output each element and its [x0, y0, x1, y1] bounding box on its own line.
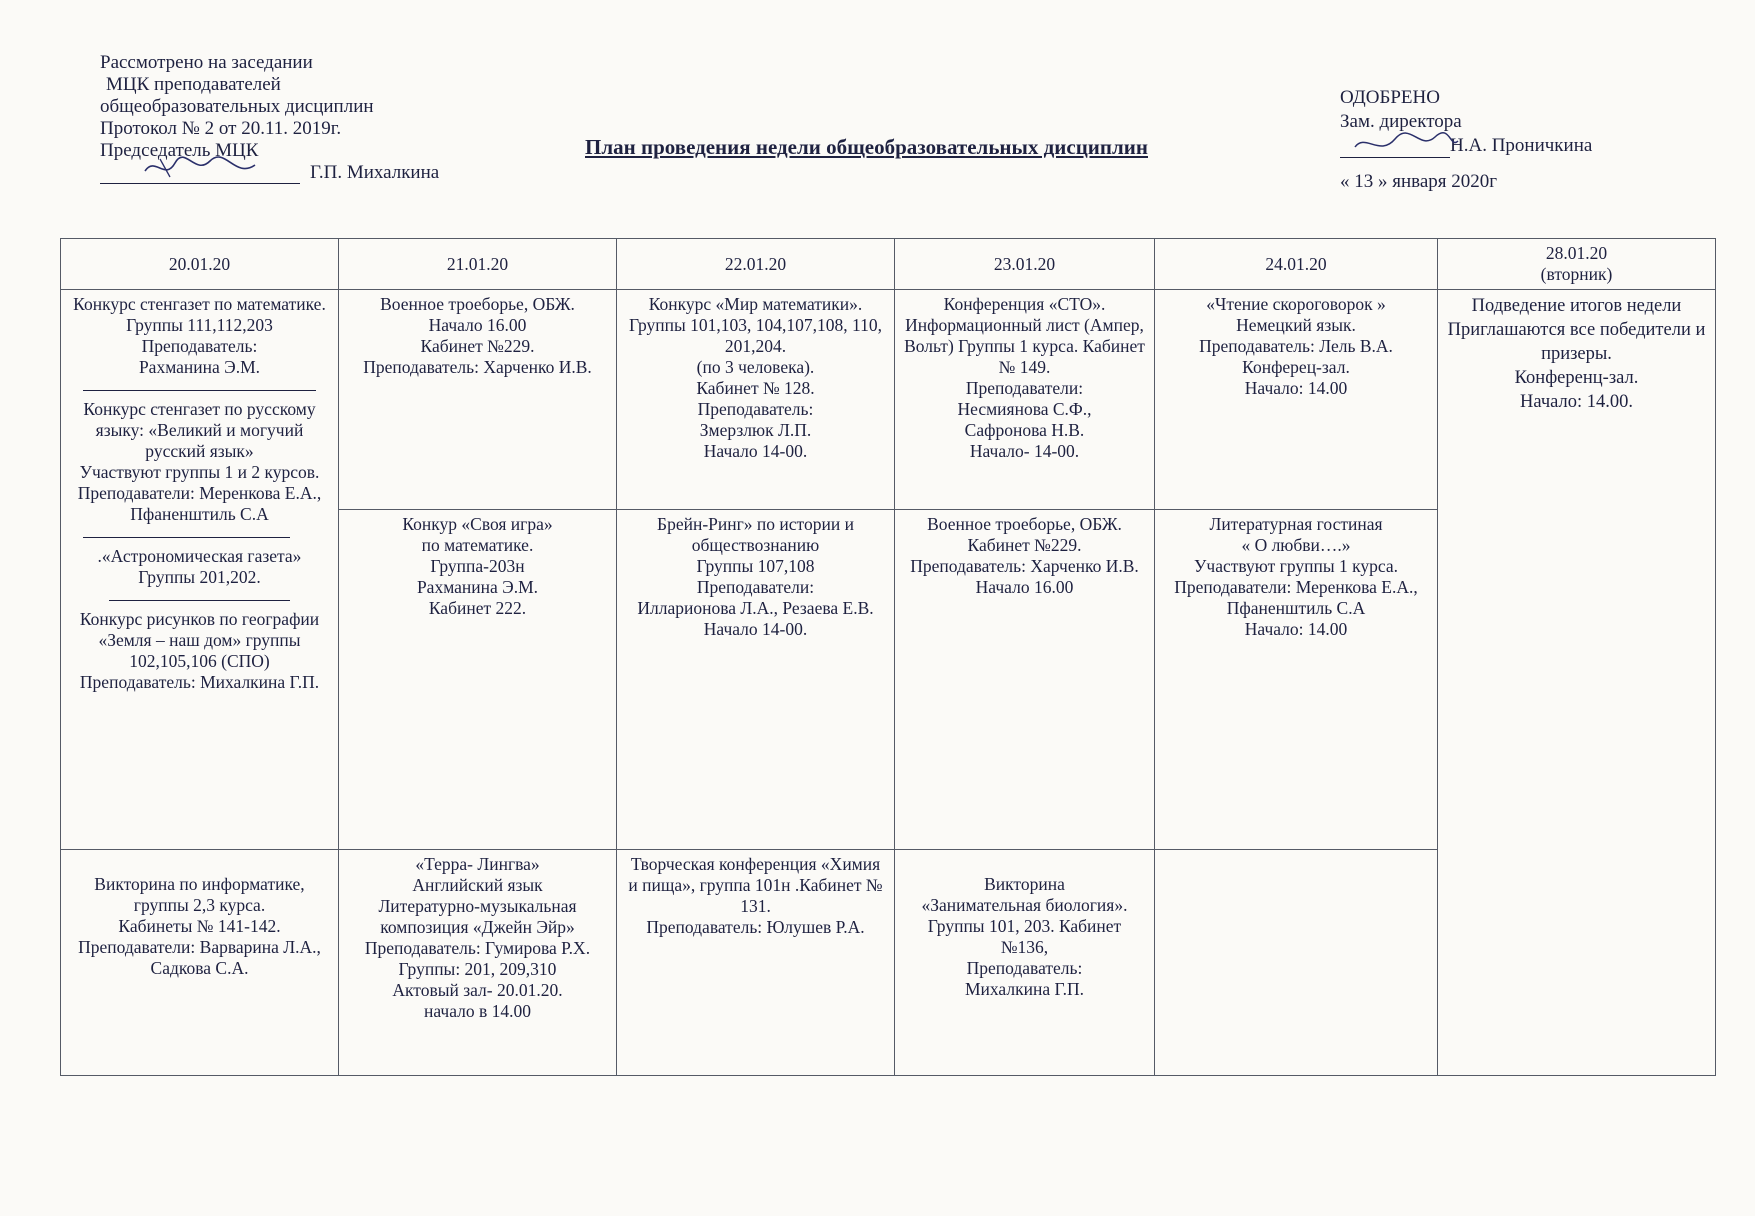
review-line-1: Рассмотрено на заседании [100, 52, 313, 73]
event-cell: Брейн-Ринг» по истории и обществознанию Группы 107,108 Преподаватели: Илларионова Л.А., Резаева Е.В. Начало 14-00. [617, 510, 895, 850]
event-cell: Творческая конференция «Химия и пища», группа 101н .Кабинет № 131. Преподаватель: Юлушев Р.А. [617, 850, 895, 1076]
event-cell: Викторина «Занимательная биология». Группы 101, 203. Кабинет №136, Преподаватель: Михалкина Г.П. [895, 850, 1155, 1076]
approver-signature-line [1340, 139, 1450, 158]
chair-title: Председатель МЦК [100, 140, 259, 161]
review-line-3: общеобразовательных дисциплин [100, 96, 374, 117]
event-cell: Конференция «СТО». Информационный лист (Ампер, Вольт) Группы 1 курса. Кабинет № 149. Преподаватели: Несмиянова С.Ф., Сафронова Н.В. Начало- 14-00. [895, 290, 1155, 510]
review-line-2: МЦК преподавателей [106, 74, 281, 95]
event-cell: Военное троеборье, ОБЖ. Кабинет №229. Преподаватель: Харченко И.В. Начало 16.00 [895, 510, 1155, 850]
event-cell: «Терра- Лингва» Английский язык Литературно-музыкальная композиция «Джейн Эйр» Преподаватель: Гумирова Р.Х. Группы: 201, 209,310 Актовый зал- 20.01.20. начало в 14.00 [339, 850, 617, 1076]
last-date-note: (вторник) [1540, 264, 1613, 284]
day1-events-cell [61, 290, 339, 850]
event-cell: Конкур «Своя игра» по математике. Группа-203н Рахманина Э.М. Кабинет 222. [339, 510, 617, 850]
event-row-1 [61, 290, 1716, 510]
approval-block [1340, 86, 1680, 194]
approval-date: « 13 » января 2020г [1340, 171, 1498, 192]
event-text: Конкурс стенгазет по математике. Группы 111,112,203 Преподаватель: Рахманина Э.М. [73, 294, 326, 377]
date-cell: 20.01.20 [61, 239, 339, 290]
summary-cell: Подведение итогов недели Приглашаются все победители и призеры. Конференц-зал. Начало: 14.00. [1438, 290, 1716, 1076]
chair-signature [140, 151, 260, 185]
event-text: Конкурс рисунков по географии «Земля – наш дом» группы 102,105,106 (СПО) Преподаватель: Михалкина Г.П. [79, 609, 320, 692]
date-cell-last [1438, 239, 1716, 290]
date-cell: 24.01.20 [1155, 239, 1438, 290]
event-cell: Военное троеборье, ОБЖ. Начало 16.00 Кабинет №229. Преподаватель: Харченко И.В. [339, 290, 617, 510]
separator [83, 390, 316, 391]
event-cell: Викторина по информатике, группы 2,3 курса. Кабинеты № 141-142. Преподаватели: Варварина Л.А., Садкова С.А. [61, 850, 339, 1076]
protocol-line: Протокол № 2 от 20.11. 2019г. [100, 118, 342, 139]
date-row [61, 239, 1716, 290]
separator [83, 537, 290, 538]
approver-signature-row [1340, 134, 1680, 158]
date-cell: 22.01.20 [617, 239, 895, 290]
chair-signature-row [100, 162, 480, 184]
event-cell: Конкурс «Мир математики». Группы 101,103, 104,107,108, 110, 201,204. (по 3 человека). Кабинет № 128. Преподаватель: Змерзлюк Л.П. Начало 14-00. [617, 290, 895, 510]
event-cell: Литературная гостиная « О любви….» Участвуют группы 1 курса. Преподаватели: Меренкова Е.А., Пфаненштиль С.А Начало: 14.00 [1155, 510, 1438, 850]
date-cell: 23.01.20 [895, 239, 1155, 290]
approved-label: ОДОБРЕНО [1340, 87, 1440, 108]
event-cell: «Чтение скороговорок » Немецкий язык. Преподаватель: Лель В.А. Конферец-зал. Начало: 14.00 [1155, 290, 1438, 510]
date-cell: 21.01.20 [339, 239, 617, 290]
approver-signature [1350, 129, 1460, 159]
separator [109, 600, 290, 601]
approver-position: Зам. директора [1340, 111, 1462, 132]
document-title: План проведения недели общеобразовательных дисциплин [585, 135, 1148, 159]
chair-name: Г.П. Михалкина [310, 162, 440, 183]
last-date: 28.01.20 [1545, 243, 1608, 263]
schedule-table [60, 238, 1716, 1076]
chair-signature-line [100, 165, 300, 184]
review-block [100, 52, 480, 184]
event-cell-empty [1155, 850, 1438, 1076]
event-text: .«Астрономическая газета» Группы 201,202. [97, 546, 302, 587]
event-text: Конкурс стенгазет по русскому языку: «Великий и могучий русский язык» Участвуют группы 1 и 2 курсов. Преподаватели: Меренкова Е.А., Пфаненштиль С.А [77, 399, 322, 524]
approver-name: Н.А. Проничкина [1450, 135, 1593, 156]
